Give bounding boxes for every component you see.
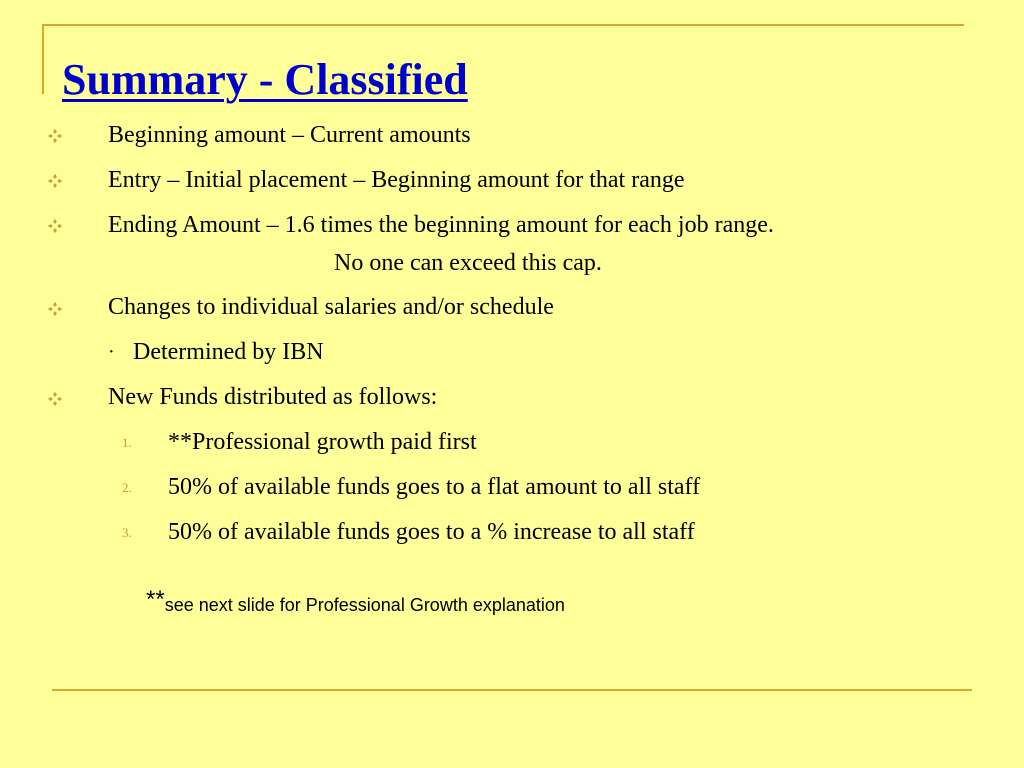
- bullet-changes: Changes to individual salaries and/or schedule: [108, 294, 554, 320]
- numbered-marker: 1.: [122, 435, 132, 450]
- footnote-stars: **: [146, 586, 165, 613]
- bullet-new-funds: New Funds distributed as follows:: [108, 384, 438, 410]
- four-diamond-bullet-icon: [48, 174, 62, 188]
- slide-title: Summary - Classified: [62, 55, 468, 104]
- numbered-item: 50% of available funds goes to a % increase to all staff: [168, 519, 695, 545]
- bullet-ending-amount: Ending Amount – 1.6 times the beginning amount for each job range.: [108, 212, 774, 238]
- bullet-beginning-amount: Beginning amount – Current amounts: [108, 122, 471, 148]
- bottom-rule: [52, 689, 972, 691]
- four-diamond-bullet-icon: [48, 219, 62, 233]
- numbered-item: **Professional growth paid first: [168, 429, 477, 455]
- bullet-ending-amount-continuation: No one can exceed this cap.: [334, 250, 602, 276]
- numbered-marker: 3.: [122, 525, 132, 540]
- numbered-item: 50% of available funds goes to a flat amount to all staff: [168, 474, 701, 500]
- sub-bullet-marker: ·: [108, 341, 115, 363]
- footnote-text: see next slide for Professional Growth explanation: [164, 595, 565, 615]
- numbered-marker: 2.: [122, 480, 132, 495]
- bullet-entry: Entry – Initial placement – Beginning amount for that range: [108, 167, 685, 193]
- four-diamond-bullet-icon: [48, 302, 62, 316]
- left-rule: [42, 24, 44, 94]
- footnote: [146, 586, 565, 618]
- top-rule: [42, 24, 964, 26]
- four-diamond-bullet-icon: [48, 392, 62, 406]
- sub-bullet-determined-by-ibn: Determined by IBN: [133, 339, 324, 365]
- four-diamond-bullet-icon: [48, 129, 62, 143]
